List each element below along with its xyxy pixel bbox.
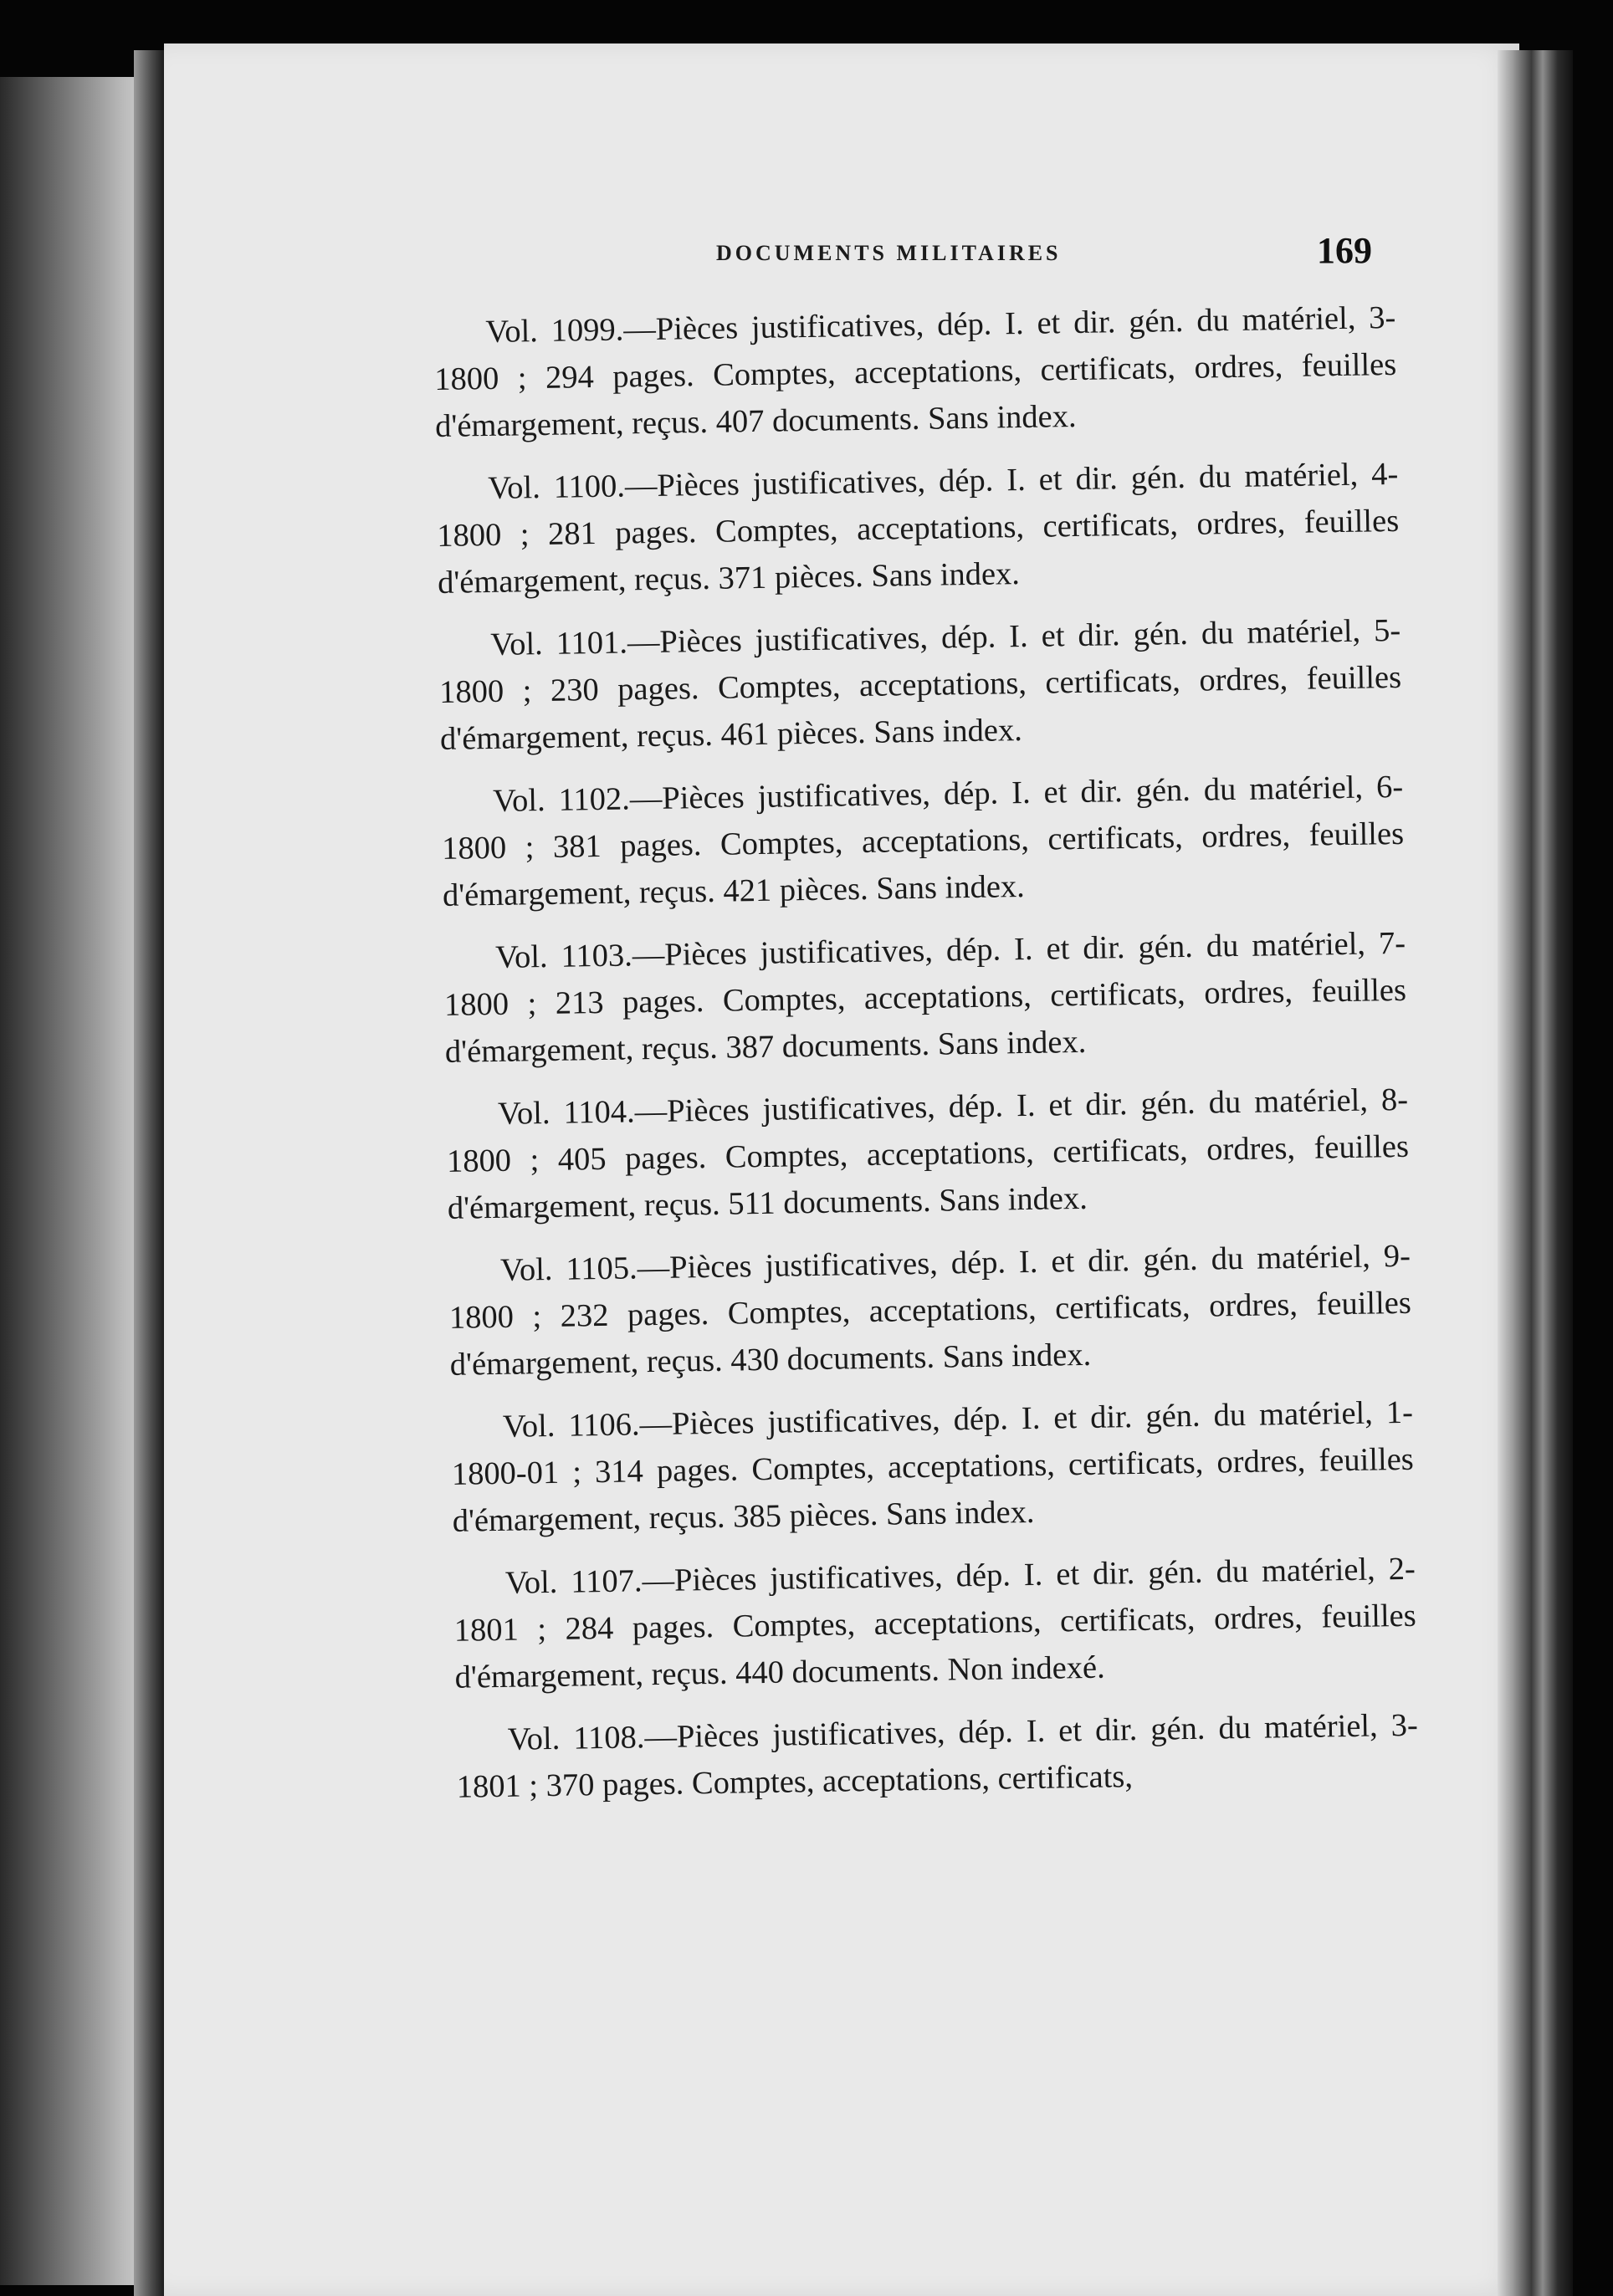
page-number: 169 — [1317, 230, 1372, 271]
entry-1106 — [451, 1389, 1415, 1545]
entry-volume-label: Vol. 1103. — [494, 938, 633, 975]
entry-1101 — [438, 607, 1402, 763]
entry-text: —Pièces justificatives, dép. I. et dir. gén. du matériel, 6-1800 ; 381 pages. Comptes, acceptations, certificats, ordres, feuilles d'émargement, reçus. 421 pièces. Sans index. — [441, 769, 1405, 913]
entry-volume-label: Vol. 1106. — [502, 1407, 640, 1445]
entry-volume-label: Vol. 1108. — [507, 1720, 645, 1757]
entry-1108 — [455, 1702, 1419, 1811]
entry-text: —Pièces justificatives, dép. I. et dir. gén. du matériel, 1-1800-01 ; 314 pages. Comptes, acceptations, certificats, ordres, feuilles d'émargement, reçus. 385 pièces. Sans index. — [451, 1394, 1415, 1539]
entry-text: —Pièces justificatives, dép. I. et dir. gén. du matériel, 7-1800 ; 213 pages. Comptes, acceptations, certificats, ordres, feuilles d'émargement, reçus. 387 documents. Sans index. — [443, 925, 1407, 1070]
entry-text: —Pièces justificatives, dép. I. et dir. gén. du matériel, 4-1800 ; 281 pages. Comptes, acceptations, certificats, ordres, feuilles d'émargement, reçus. 371 pièces. Sans index. — [436, 456, 1400, 601]
entry-volume-label: Vol. 1105. — [499, 1250, 638, 1288]
entry-text: —Pièces justificatives, dép. I. et dir. gén. du matériel, 3-1801 ; 370 pages. Comptes, acceptations, certificats, — [456, 1707, 1419, 1805]
entry-text: —Pièces justificatives, dép. I. et dir. gén. du matériel, 9-1800 ; 232 pages. Comptes, acceptations, certificats, ordres, feuilles d'émargement, reçus. 430 documents. Sans index. — [448, 1238, 1412, 1383]
entry-1102 — [441, 764, 1405, 919]
entry-volume-label: Vol. 1100. — [488, 468, 626, 506]
entry-volume-label: Vol. 1107. — [504, 1563, 643, 1601]
entry-text: —Pièces justificatives, dép. I. et dir. gén. du matériel, 5-1800 ; 230 pages. Comptes, acceptations, certificats, ordres, feuilles d'émargement, reçus. 461 pièces. Sans index. — [438, 612, 1402, 757]
entry-volume-label: Vol. 1102. — [492, 781, 631, 819]
entry-1105 — [448, 1233, 1412, 1388]
page-stack-edge — [1498, 50, 1573, 2296]
entry-text: —Pièces justificatives, dép. I. et dir. gén. du matériel, 3-1800 ; 294 pages. Comptes, acceptations, certificats, ordres, feuilles d'émargement, reçus. 407 documents. Sans index. — [433, 299, 1397, 444]
entry-text: —Pièces justificatives, dép. I. et dir. gén. du matériel, 2-1801 ; 284 pages. Comptes, acceptations, certificats, ordres, feuilles d'émargement, reçus. 440 documents. Non indexé. — [453, 1551, 1417, 1695]
entry-volume-label: Vol. 1099. — [485, 312, 624, 350]
entry-1103 — [443, 920, 1407, 1076]
volume-entries — [433, 294, 1419, 1827]
entry-text: —Pièces justificatives, dép. I. et dir. gén. du matériel, 8-1800 ; 405 pages. Comptes, acceptations, certificats, ordres, feuilles d'émargement, reçus. 511 documents. Sans index. — [446, 1082, 1410, 1226]
entry-1100 — [436, 451, 1400, 606]
entry-1104 — [446, 1076, 1410, 1232]
book-page — [164, 43, 1519, 2296]
entry-1099 — [433, 294, 1397, 450]
book-gutter — [134, 50, 164, 2296]
entry-1107 — [453, 1546, 1416, 1701]
entry-volume-label: Vol. 1101. — [489, 625, 628, 662]
entry-volume-label: Vol. 1104. — [497, 1094, 636, 1132]
running-head: DOCUMENTS MILITAIRES — [716, 241, 1062, 265]
